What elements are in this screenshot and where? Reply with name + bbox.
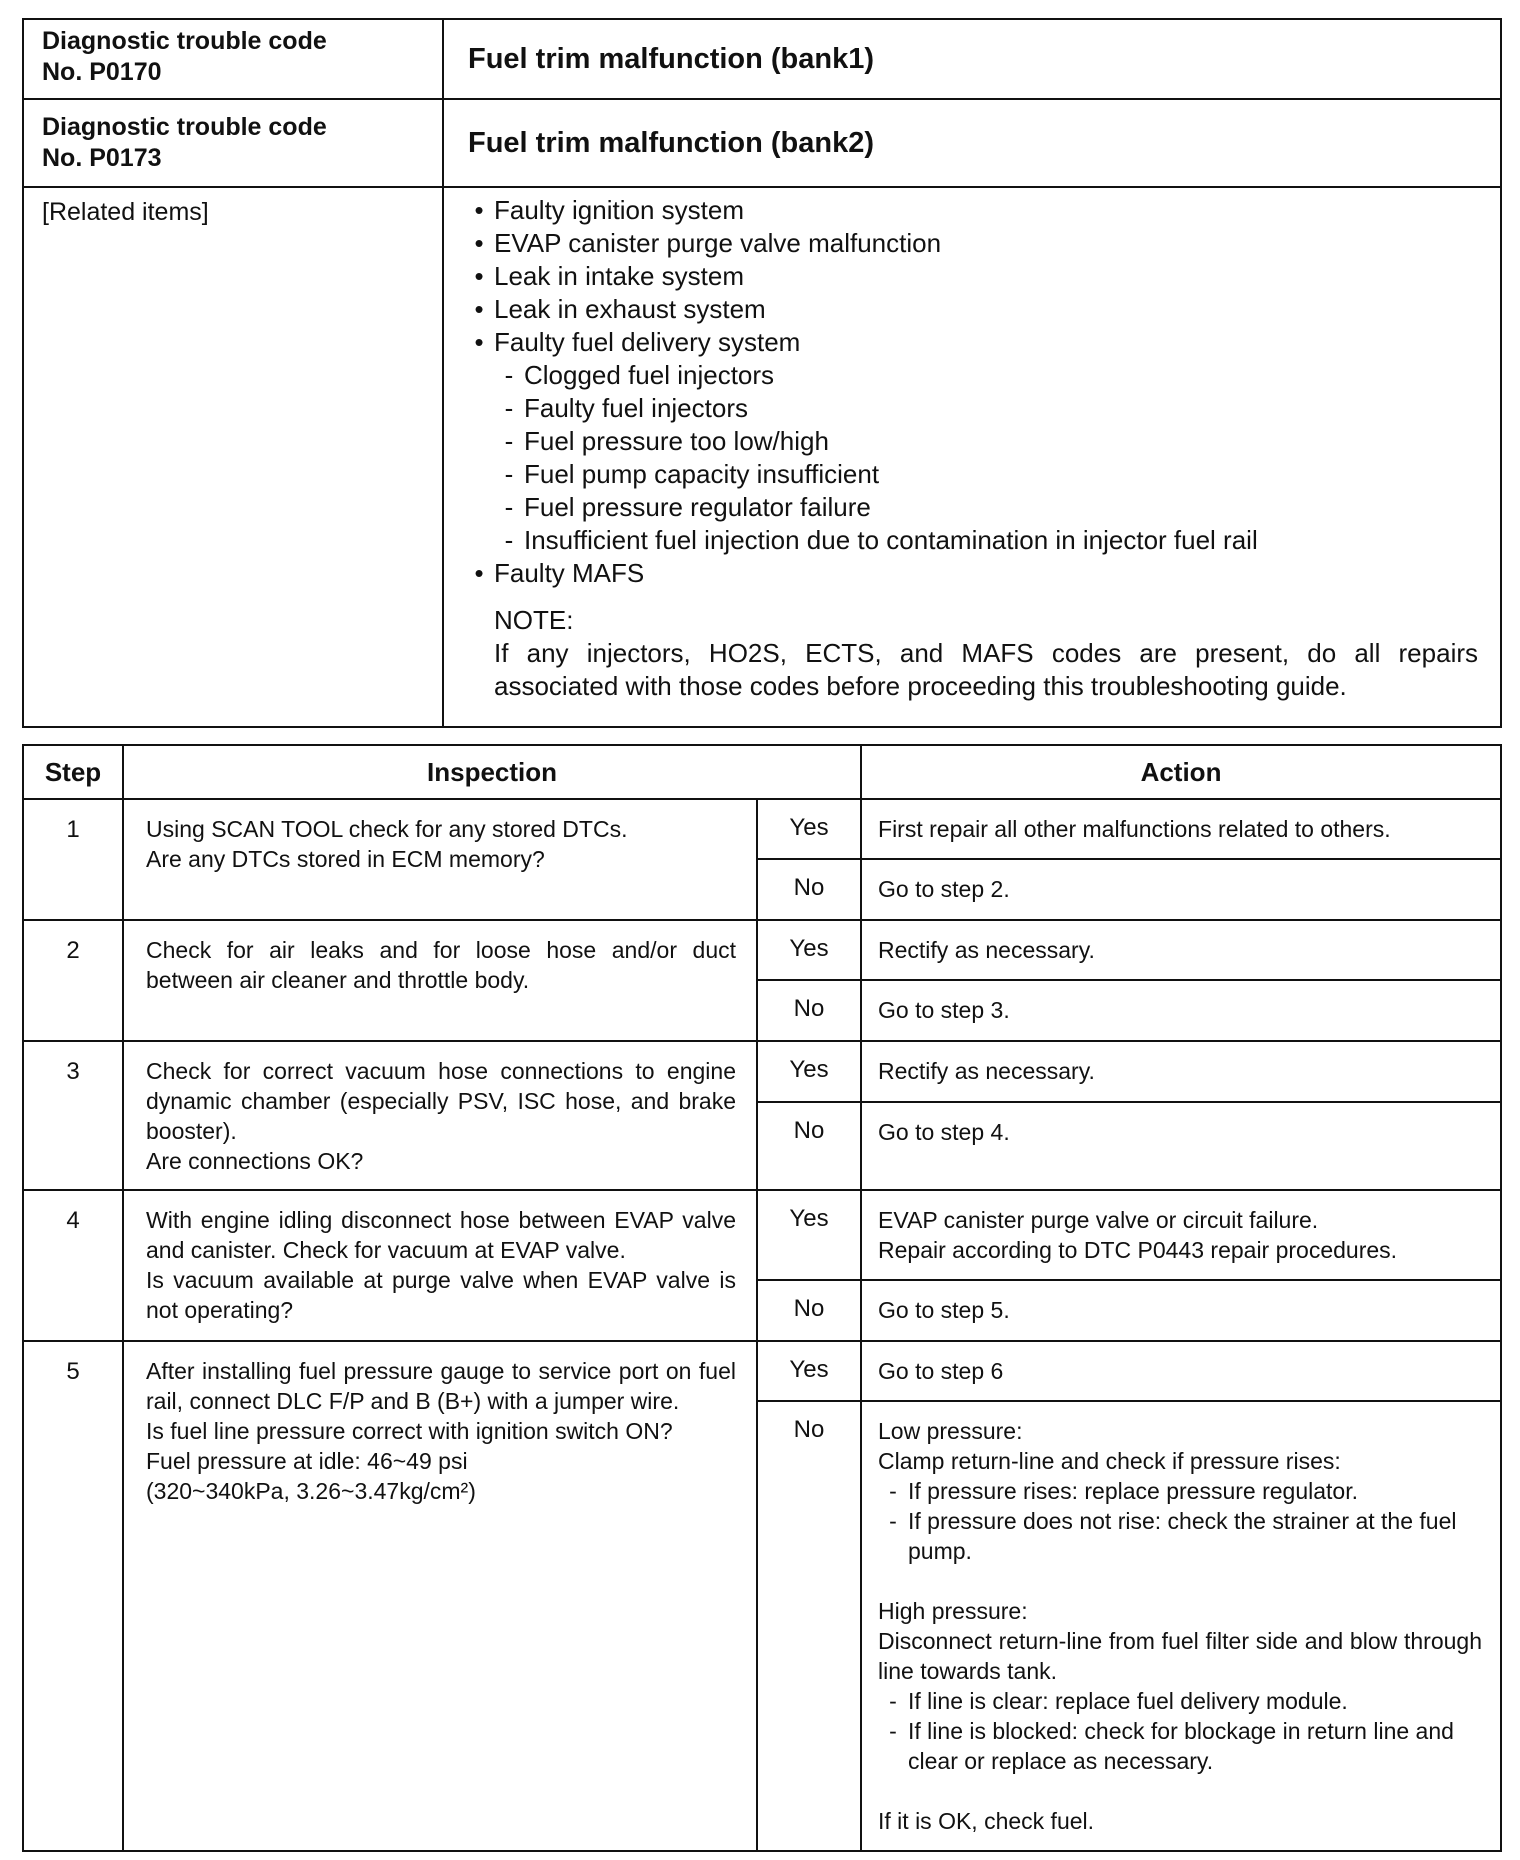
dash-icon: -: [889, 1478, 897, 1504]
sub-list-item: - If line is clear: replace fuel delivery module.: [878, 1686, 1482, 1716]
table-row: [23, 1041, 1501, 1102]
related-items-row: [23, 187, 1501, 727]
list-item: • Faulty fuel delivery system: [464, 326, 1478, 359]
step-inspection: Using SCAN TOOL check for any stored DTCs. Are any DTCs stored in ECM memory?: [123, 799, 757, 920]
header-step: Step: [23, 745, 123, 799]
dtc-code: No. P0170: [42, 58, 162, 86]
no-action: Go to step 5.: [861, 1280, 1501, 1341]
dash-icon: -: [504, 492, 514, 522]
table-row: [23, 1341, 1501, 1401]
bullet-icon: •: [474, 195, 484, 225]
related-items-label: [Related items]: [23, 187, 443, 727]
no-action: Go to step 3.: [861, 980, 1501, 1041]
sub-list-item: - If pressure does not rise: check the strainer at the fuel pump.: [878, 1506, 1482, 1566]
dash-icon: -: [504, 459, 514, 489]
sub-list-item: - Insufficient fuel injection due to contamination in injector fuel rail: [464, 524, 1478, 557]
bullet-icon: •: [474, 228, 484, 258]
yes-label: Yes: [757, 1341, 861, 1401]
no-label: No: [757, 980, 861, 1041]
list-item: • Faulty ignition system: [464, 194, 1478, 227]
sub-list-item: - If line is blocked: check for blockage in return line and clear or replace as necessary.: [878, 1716, 1482, 1776]
step-number: 3: [23, 1041, 123, 1190]
yes-action: EVAP canister purge valve or circuit failure. Repair according to DTC P0443 repair procedures.: [861, 1190, 1501, 1280]
table-row: [23, 799, 1501, 859]
dtc-label-line1: Diagnostic trouble code: [42, 27, 327, 55]
header-inspection: Inspection: [123, 745, 861, 799]
no-action: Go to step 4.: [861, 1102, 1501, 1190]
yes-label: Yes: [757, 1041, 861, 1102]
list-item: • Leak in exhaust system: [464, 293, 1478, 326]
bullet-icon: •: [474, 261, 484, 291]
dash-icon: -: [889, 1718, 897, 1744]
header-action: Action: [861, 745, 1501, 799]
dash-icon: -: [504, 525, 514, 555]
sub-list-item: - Clogged fuel injectors: [464, 359, 1478, 392]
yes-label: Yes: [757, 920, 861, 980]
no-label: No: [757, 1280, 861, 1341]
dtc-code: No. P0173: [42, 144, 162, 172]
dtc-label: [23, 19, 443, 99]
sub-list-item: - Fuel pressure too low/high: [464, 425, 1478, 458]
list-item: • EVAP canister purge valve malfunction: [464, 227, 1478, 260]
table-row: [23, 920, 1501, 980]
yes-action: Go to step 6: [861, 1341, 1501, 1401]
note-block: [464, 604, 1478, 703]
yes-action: Rectify as necessary.: [861, 920, 1501, 980]
dtc-label: [23, 99, 443, 187]
dtc-title: Fuel trim malfunction (bank1): [443, 19, 1501, 99]
step-number: 4: [23, 1190, 123, 1341]
dash-icon: -: [504, 360, 514, 390]
step-inspection: With engine idling disconnect hose between EVAP valve and canister. Check for vacuum at EVAP valve. Is vacuum available at purge valve when EVAP valve is not operating?: [123, 1190, 757, 1341]
dtc-info-table: [22, 18, 1502, 728]
step-number: 1: [23, 799, 123, 920]
dtc-label-line1: Diagnostic trouble code: [42, 113, 327, 141]
table-header-row: [23, 745, 1501, 799]
step-inspection: After installing fuel pressure gauge to service port on fuel rail, connect DLC F/P and B (B+) with a jumper wire. Is fuel line pressure correct with ignition switch ON? Fuel pressure at idle: 46~49 psi (320~340kPa, 3.26~3.47kg/cm²): [123, 1341, 757, 1851]
bullet-icon: •: [474, 558, 484, 588]
step-inspection: Check for air leaks and for loose hose and/or duct between air cleaner and throttle body.: [123, 920, 757, 1041]
no-label: No: [757, 1401, 861, 1851]
dash-icon: -: [889, 1688, 897, 1714]
dtc-row-p0170: [23, 19, 1501, 99]
sub-list-item: - Fuel pump capacity insufficient: [464, 458, 1478, 491]
dtc-title: Fuel trim malfunction (bank2): [443, 99, 1501, 187]
bullet-icon: •: [474, 294, 484, 324]
sub-list-item: - Fuel pressure regulator failure: [464, 491, 1478, 524]
sub-list-item: - If pressure rises: replace pressure regulator.: [878, 1476, 1482, 1506]
no-action: Low pressure: Clamp return-line and check if pressure rises: - If pressure rises: replace pressure regulator. - If pressure does not rise: check the strainer at the fuel pump. High pressure: Disconnect return-line from fuel filter side and blow through line towards tank. - If line is clear: replace fuel delivery module. - If line is blocked: check for blockage in return line and clear or replace as necessary. If it is OK, check fuel.: [861, 1401, 1501, 1851]
step-inspection: Check for correct vacuum hose connections to engine dynamic chamber (especially PSV, ISC hose, and brake booster). Are connections OK?: [123, 1041, 757, 1190]
dtc-row-p0173: [23, 99, 1501, 187]
yes-action: First repair all other malfunctions related to others.: [861, 799, 1501, 859]
step-number: 5: [23, 1341, 123, 1851]
troubleshooting-table: [22, 744, 1502, 1852]
sub-list-item: - Faulty fuel injectors: [464, 392, 1478, 425]
table-row: [23, 1190, 1501, 1280]
dash-icon: -: [504, 393, 514, 423]
list-item: • Faulty MAFS: [464, 557, 1478, 590]
dash-icon: -: [889, 1508, 897, 1534]
no-action: Go to step 2.: [861, 859, 1501, 920]
yes-label: Yes: [757, 799, 861, 859]
note-text: If any injectors, HO2S, ECTS, and MAFS codes are present, do all repairs associated with those codes before proceeding this troubleshooting guide.: [494, 638, 1478, 701]
list-item: • Leak in intake system: [464, 260, 1478, 293]
related-items-list: [443, 187, 1501, 727]
yes-action: Rectify as necessary.: [861, 1041, 1501, 1102]
no-label: No: [757, 859, 861, 920]
step-number: 2: [23, 920, 123, 1041]
yes-label: Yes: [757, 1190, 861, 1280]
no-label: No: [757, 1102, 861, 1190]
bullet-icon: •: [474, 327, 484, 357]
dash-icon: -: [504, 426, 514, 456]
note-title: NOTE:: [494, 605, 574, 635]
